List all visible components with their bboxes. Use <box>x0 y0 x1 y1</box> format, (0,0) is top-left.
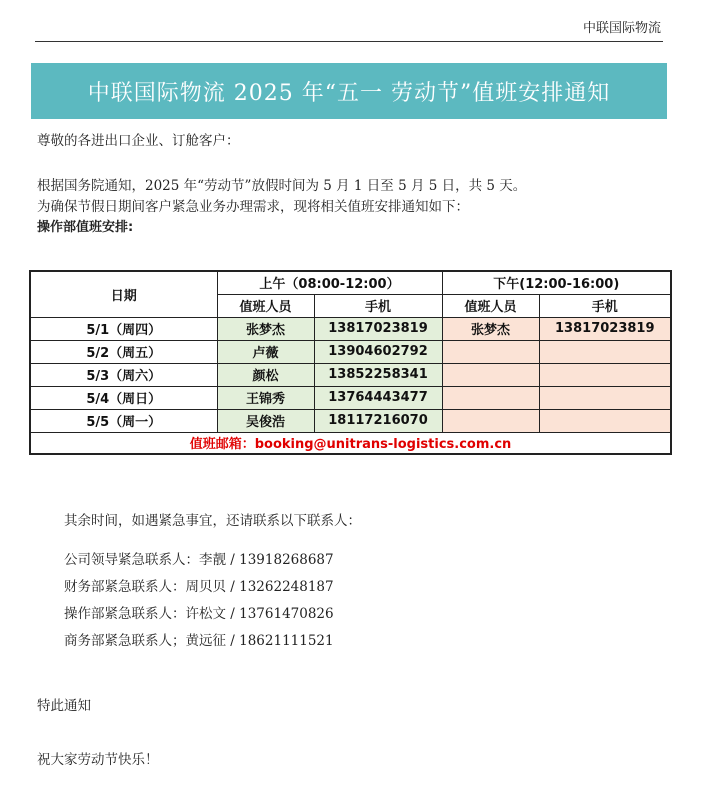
pm-shift-header: 下午(12:00-16:00) <box>442 271 671 294</box>
pm-staff-cell <box>442 386 539 409</box>
pm-phone-cell <box>539 386 671 409</box>
notice-text: 特此通知 <box>37 698 91 714</box>
am-phone-cell: 13852258341 <box>314 363 442 386</box>
am-shift-header: 上午（08:00-12:00） <box>217 271 442 294</box>
table-row <box>30 340 671 363</box>
greeting: 尊敬的各进出口企业、订舱客户： <box>37 133 240 149</box>
pm-phone-header: 手机 <box>539 294 671 317</box>
table-row <box>30 363 671 386</box>
date-cell: 5/2（周五） <box>30 340 217 363</box>
am-phone-cell: 13904602792 <box>314 340 442 363</box>
am-staff-cell: 张梦杰 <box>217 317 314 340</box>
table-row <box>30 409 671 432</box>
pm-staff-cell <box>442 340 539 363</box>
section-heading: 操作部值班安排: <box>37 220 134 235</box>
pm-staff-cell <box>442 409 539 432</box>
date-cell: 5/3（周六） <box>30 363 217 386</box>
table-header-row <box>30 271 671 294</box>
am-staff-header: 值班人员 <box>217 294 314 317</box>
am-staff-cell: 吴俊浩 <box>217 409 314 432</box>
arrangement-paragraph: 为确保节假日期间客户紧急业务办理需求，现将相关值班安排通知如下： <box>37 199 469 215</box>
closing-greeting: 祝大家劳动节快乐！ <box>37 752 159 768</box>
table-row <box>30 317 671 340</box>
date-cell: 5/1（周四） <box>30 317 217 340</box>
am-phone-cell: 13764443477 <box>314 386 442 409</box>
header-divider <box>35 41 663 42</box>
table-row <box>30 386 671 409</box>
am-staff-cell: 卢薇 <box>217 340 314 363</box>
pm-phone-cell <box>539 363 671 386</box>
am-phone-cell: 13817023819 <box>314 317 442 340</box>
notice-title: 中联国际物流 2025 年“五一 劳动节”值班安排通知 <box>87 80 611 106</box>
am-phone-header: 手机 <box>314 294 442 317</box>
pm-phone-cell <box>539 340 671 363</box>
date-column-header: 日期 <box>30 271 217 317</box>
pm-staff-cell <box>442 363 539 386</box>
duty-schedule-table <box>29 270 672 455</box>
contact-business: 商务部紧急联系人；黄远征 / 18621111521 <box>64 633 334 649</box>
am-staff-cell: 王锦秀 <box>217 386 314 409</box>
am-staff-cell: 颜松 <box>217 363 314 386</box>
emergency-intro: 其余时间，如遇紧急事宜，还请联系以下联系人： <box>64 513 361 529</box>
date-cell: 5/4（周日） <box>30 386 217 409</box>
pm-phone-cell <box>539 409 671 432</box>
contact-leadership: 公司领导紧急联系人：李靓 / 13918268687 <box>64 552 334 568</box>
date-cell: 5/5（周一） <box>30 409 217 432</box>
holiday-paragraph: 根据国务院通知，2025 年“劳动节”放假时间为 5 月 1 日至 5 月 5 日，共 5 天。 <box>37 178 527 194</box>
pm-staff-header: 值班人员 <box>442 294 539 317</box>
company-header: 中联国际物流 <box>582 21 661 36</box>
pm-phone-cell: 13817023819 <box>539 317 671 340</box>
pm-staff-cell: 张梦杰 <box>442 317 539 340</box>
contact-operations: 操作部紧急联系人：许松文 / 13761470826 <box>64 606 334 622</box>
am-phone-cell: 18117216070 <box>314 409 442 432</box>
duty-email: 值班邮箱：booking@unitrans-logistics.com.cn <box>30 432 671 454</box>
email-row <box>30 432 671 454</box>
notice-title-banner <box>31 63 667 119</box>
contact-finance: 财务部紧急联系人：周贝贝 / 13262248187 <box>64 579 334 595</box>
